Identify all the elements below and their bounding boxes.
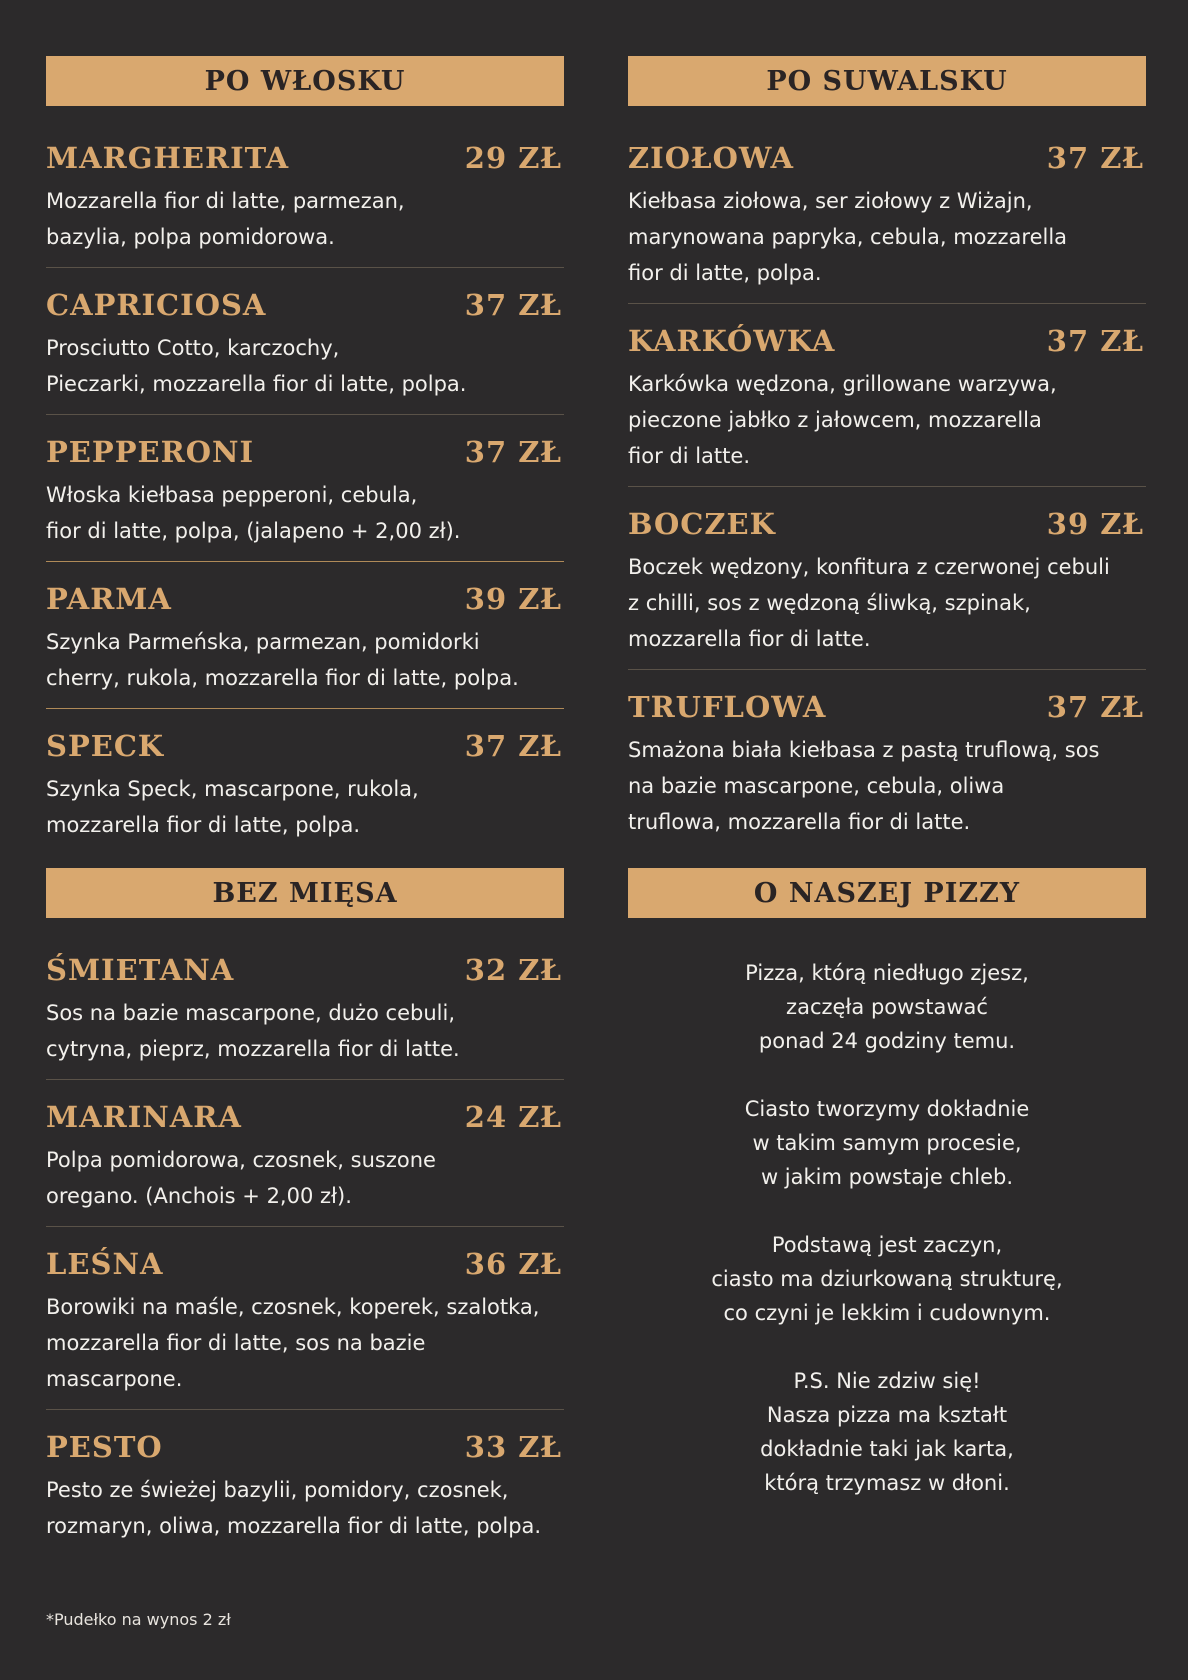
menu-item-description: Szynka Speck, mascarpone, rukola, mozzarella fior di latte, polpa. [46,777,419,837]
menu-item-price: 39 ZŁ [1046,507,1144,541]
menu-item-price: 37 ZŁ [464,288,562,322]
menu-item-description: Włoska kiełbasa pepperoni, cebula, fior di latte, polpa, (jalapeno + 2,00 zł). [46,483,461,543]
menu-item-price: 29 ZŁ [464,141,562,175]
menu-item-price: 37 ZŁ [1046,690,1144,724]
menu-item [46,1079,564,1226]
menu-item-description: Mozzarella fior di latte, parmezan, bazylia, polpa pomidorowa. [46,189,405,249]
about-paragraph: Ciasto tworzymy dokładnie w takim samym procesie, w jakim powstaje chleb. [744,1097,1030,1189]
menu-item-name: CAPRICIOSA [46,288,267,322]
about-paragraph: P.S. Nie zdziw się! Nasza pizza ma kształt dokładnie taki jak karta, którą trzymasz w dłoni. [760,1369,1014,1495]
menu-item [628,303,1146,486]
menu-item-name: MARINARA [46,1100,242,1134]
menu-item-description: Boczek wędzony, konfitura z czerwonej cebuli z chilli, sos z wędzoną śliwką, szpinak, mozzarella fior di latte. [628,555,1110,651]
menu-item [46,1226,564,1409]
menu-item [628,141,1146,303]
menu-item-name: PEPPERONI [46,435,255,469]
menu-item-description: Borowiki na maśle, czosnek, koperek, szalotka, mozzarella fior di latte, sos na bazie mascarpone. [46,1295,540,1391]
menu-item-name: TRUFLOWA [628,690,827,724]
menu-item-price: 24 ZŁ [464,1100,562,1134]
menu-item-price: 37 ZŁ [464,435,562,469]
menu-item-description: Kiełbasa ziołowa, ser ziołowy z Wiżajn, marynowana papryka, cebula, mozzarella fior di latte, polpa. [628,189,1068,285]
footnote: *Pudełko na wynos 2 zł [46,1610,231,1629]
menu-item-price: 36 ZŁ [464,1247,562,1281]
menu-item-description: Szynka Parmeńska, parmezan, pomidorki cherry, rukola, mozzarella fior di latte, polpa. [46,630,519,690]
section-header-bez-miesa: BEZ MIĘSA [46,868,564,918]
about-text [628,956,1146,1500]
menu-item-name: ŚMIETANA [46,953,235,987]
menu-item-name: SPECK [46,729,165,763]
section-po-wlosku [46,56,564,855]
menu-item-price: 37 ZŁ [1046,324,1144,358]
menu-item [46,414,564,561]
menu-item-price: 37 ZŁ [464,729,562,763]
menu-item-description: Polpa pomidorowa, czosnek, suszone oregano. (Anchois + 2,00 zł). [46,1148,436,1208]
about-paragraph: Pizza, którą niedługo zjesz, zaczęła powstawać ponad 24 godziny temu. [745,961,1029,1053]
menu-list-bez-miesa [46,953,564,1556]
about-paragraph: Podstawą jest zaczyn, ciasto ma dziurkowaną strukturę, co czyni je lekkim i cudownym. [711,1233,1063,1325]
menu-item [46,953,564,1079]
menu-list-po-wlosku [46,141,564,855]
menu-item-name: MARGHERITA [46,141,290,175]
menu-item [46,1409,564,1556]
menu-item-description: Karkówka wędzona, grillowane warzywa, pieczone jabłko z jałowcem, mozzarella fior di latte. [628,372,1057,468]
section-o-naszej-pizzy [628,868,1146,1534]
menu-item [46,141,564,267]
section-header-o-naszej-pizzy: O NASZEJ PIZZY [628,868,1146,918]
menu-item [46,267,564,414]
menu-item-description: Pesto ze świeżej bazylii, pomidory, czosnek, rozmaryn, oliwa, mozzarella fior di latte, polpa. [46,1478,542,1538]
menu-item-name: LEŚNA [46,1247,164,1281]
menu-item [46,708,564,855]
section-header-po-suwalsku: PO SUWALSKU [628,56,1146,106]
menu-item-price: 37 ZŁ [1046,141,1144,175]
menu-item-name: PESTO [46,1430,163,1464]
section-po-suwalsku [628,56,1146,852]
menu-item-name: ZIOŁOWA [628,141,795,175]
section-header-po-wlosku: PO WŁOSKU [46,56,564,106]
menu-item-name: BOCZEK [628,507,776,541]
menu-item-price: 32 ZŁ [464,953,562,987]
menu-list-po-suwalsku [628,141,1146,852]
menu-item-name: KARKÓWKA [628,324,836,358]
menu-item-description: Smażona biała kiełbasa z pastą truflową, sos na bazie mascarpone, cebula, oliwa truflowa, mozzarella fior di latte. [628,738,1100,834]
menu-item-price: 39 ZŁ [464,582,562,616]
menu-item-price: 33 ZŁ [464,1430,562,1464]
menu-item [46,561,564,708]
menu-item-description: Sos na bazie mascarpone, dużo cebuli, cytryna, pieprz, mozzarella fior di latte. [46,1001,460,1061]
menu-item-name: PARMA [46,582,172,616]
menu-item [628,669,1146,852]
menu-item-description: Prosciutto Cotto, karczochy, Pieczarki, mozzarella fior di latte, polpa. [46,336,467,396]
section-bez-miesa [46,868,564,1556]
menu-item [628,486,1146,669]
